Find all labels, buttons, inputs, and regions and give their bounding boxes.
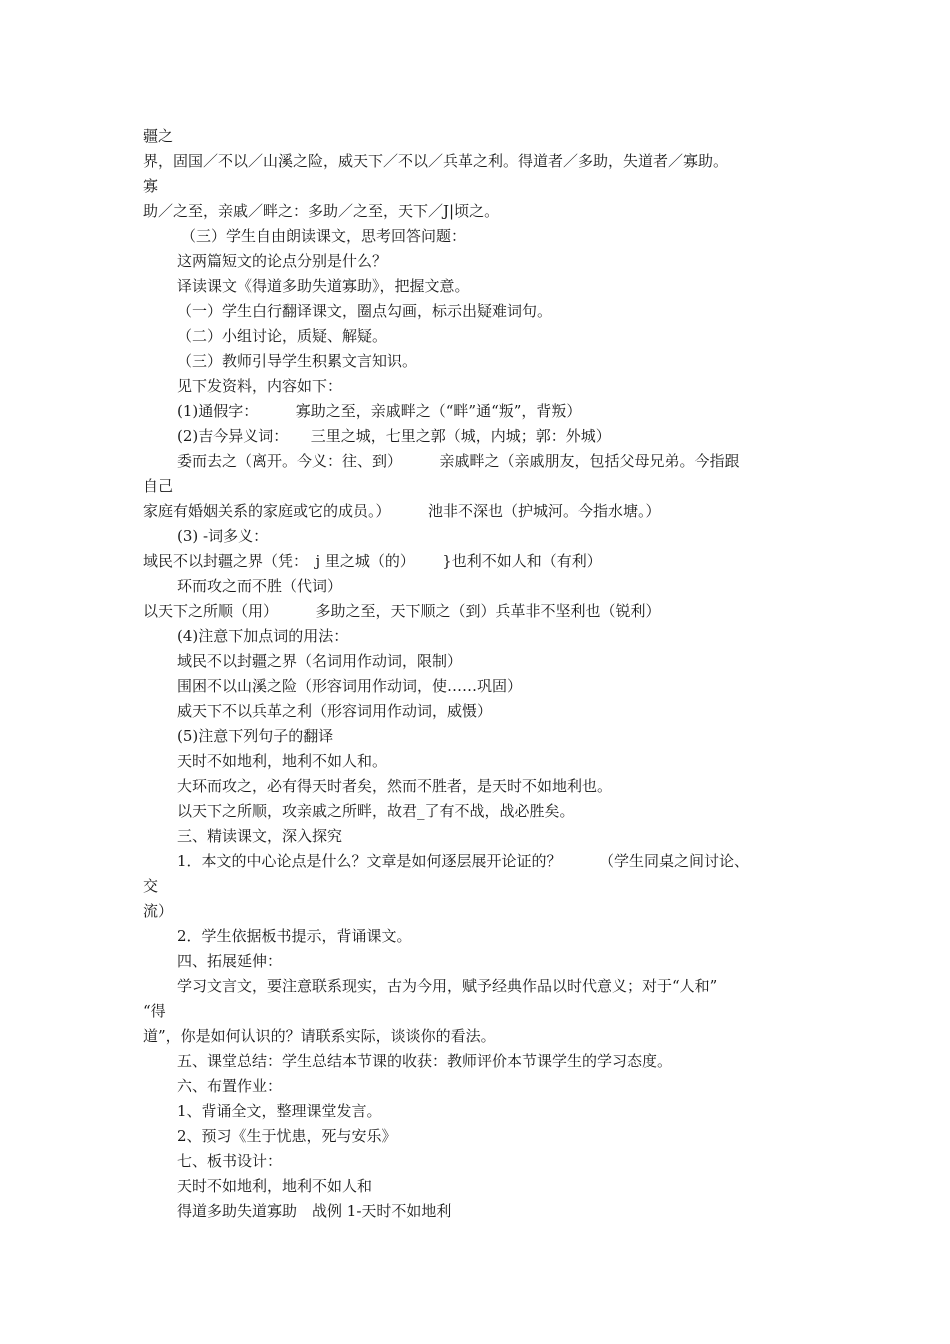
text-line: 这两篇短文的论点分别是什么？ — [177, 252, 388, 270]
text-line: 寡 — [143, 177, 159, 195]
text-line: (1)通假字： 寡助之至，亲戚畔之（“畔”通“叛”，背叛） — [177, 402, 582, 420]
text-line: 界，固国／不以／山溪之险，威天下／不以／兵革之利。得道者／多助，失道者／寡助。 — [143, 152, 729, 170]
text-line: 助／之至，亲戚／畔之：多助／之至，天下／J|顷之。 — [143, 202, 500, 220]
text-line: 域民不以封疆之界（名词用作动词，限制） — [177, 652, 463, 670]
text-line: (2)吉今异义词： 三里之城，七里之郭（城，内城；郭：外城） — [177, 427, 611, 445]
text-line: 自己 — [143, 477, 174, 495]
text-line: （三）学生自由朗读课文，思考回答问题： — [181, 227, 467, 245]
text-line: 以天下之所顺，攻亲戚之所畔，故君_了有不战，战必胜矣。 — [177, 802, 575, 820]
text-line: “得 — [143, 1002, 166, 1020]
text-line: 学习文言文，要注意联系现实，古为今用，赋予经典作品以时代意义；对于“人和” — [177, 977, 718, 995]
text-line: 四、拓展延伸： — [177, 952, 283, 970]
text-line: （三）教师引导学生积累文言知识。 — [177, 352, 418, 370]
text-line: （二）小组讨论，质疑、解疑。 — [177, 327, 388, 345]
text-line: 道”，你是如何认识的？请联系实际，谈谈你的看法。 — [143, 1027, 496, 1045]
text-line: 2、预习《生于忧患，死与安乐》 — [177, 1127, 397, 1145]
text-line: 以天下之所顺（用） 多助之至，天下顺之（到）兵革非不坚利也（锐利） — [143, 602, 661, 620]
text-line: 1．本文的中心论点是什么？文章是如何逐层展开论证的？ （学生同桌之间讨论、 — [177, 852, 750, 870]
text-line: 交 — [143, 877, 159, 895]
text-line: (3) -词多义： — [177, 527, 269, 545]
text-line: 环而攻之而不胜（代词） — [177, 577, 343, 595]
text-line: 围困不以山溪之险（形容词用作动词，使……巩固） — [177, 677, 523, 695]
text-line: 1、背诵全文，整理课堂发言。 — [177, 1102, 382, 1120]
text-line: 三、精读课文，深入探究 — [177, 827, 343, 845]
text-line: 译读课文《得道多助失道寡助》，把握文意。 — [177, 277, 470, 295]
text-line: 七、板书设计： — [177, 1152, 283, 1170]
text-line: 五、课堂总结：学生总结本节课的收获：教师评价本节课学生的学习态度。 — [177, 1052, 673, 1070]
text-line: 疆之 — [143, 127, 174, 145]
text-line: (5)注意下列句子的翻译 — [177, 727, 334, 745]
text-line: 2．学生依据板书提示，背诵课文。 — [177, 927, 412, 945]
text-line: 六、布置作业： — [177, 1077, 283, 1095]
text-line: 家庭有婚姻关系的家庭或它的成员。） 池非不深也（护城河。今指水塘。） — [143, 502, 661, 520]
text-line: 天时不如地利，地利不如人和 — [177, 1177, 373, 1195]
text-line: 得道多助失道寡助 战例 1-天时不如地利 — [177, 1202, 452, 1220]
text-line: （一）学生白行翻译课文，圈点勾画，标示出疑难词句。 — [177, 302, 553, 320]
text-line: 天时不如地利，地利不如人和。 — [177, 752, 388, 770]
text-line: 流） — [143, 902, 174, 920]
text-line: 大环而攻之，必有得天时者矣，然而不胜者，是天时不如地利也。 — [177, 777, 613, 795]
text-line: (4)注意下加点词的用法： — [177, 627, 349, 645]
text-line: 威天下不以兵革之利（形容词用作动词，威慑） — [177, 702, 493, 720]
text-line: 委而去之（离开。今义：往、到） 亲戚畔之（亲戚朋友，包括父母兄弟。今指跟 — [177, 452, 740, 470]
text-line: 见下发资料，内容如下： — [177, 377, 343, 395]
text-line: 域民不以封疆之界（凭： j 里之城（的） }也利不如人和（有利） — [143, 552, 602, 570]
